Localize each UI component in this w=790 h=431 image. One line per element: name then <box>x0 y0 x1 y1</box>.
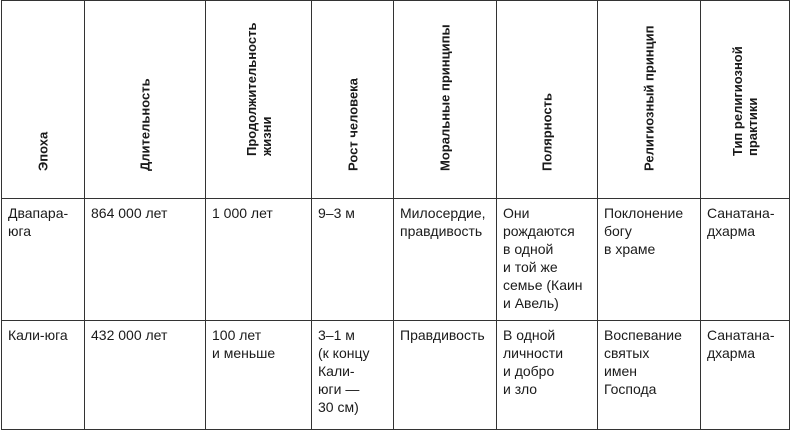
header-religious-principle: Религиозный принцип <box>598 1 701 199</box>
table-row <box>2 321 790 430</box>
cell-height: 9–3 м <box>312 199 394 321</box>
header-practice: Тип религиозной практики <box>701 1 790 199</box>
header-morals: Моральные принципы <box>394 1 497 199</box>
cell-lifespan: 1 000 лет <box>206 199 312 321</box>
cell-duration: 864 000 лет <box>85 199 206 321</box>
cell-practice: Санатана- дхарма <box>701 321 790 430</box>
cell-religious-principle: Поклонение богу в храме <box>598 199 701 321</box>
header-epoch: Эпоха <box>2 1 85 199</box>
header-duration: Длительность <box>85 1 206 199</box>
cell-lifespan: 100 лет и меньше <box>206 321 312 430</box>
header-row <box>2 1 790 199</box>
cell-morals: Правдивость <box>394 321 497 430</box>
header-lifespan: Продолжительность жизни <box>206 1 312 199</box>
cell-epoch: Кали-юга <box>2 321 85 430</box>
cell-height: 3–1 м (к концу Кали- юги — 30 см) <box>312 321 394 430</box>
cell-polarity: В одной личности и добро и зло <box>497 321 598 430</box>
cell-morals: Милосердие, правдивость <box>394 199 497 321</box>
header-height: Рост человека <box>312 1 394 199</box>
cell-duration: 432 000 лет <box>85 321 206 430</box>
cell-epoch: Двапара- юга <box>2 199 85 321</box>
yuga-table <box>1 0 790 430</box>
header-polarity: Полярность <box>497 1 598 199</box>
table-row <box>2 199 790 321</box>
cell-practice: Санатана- дхарма <box>701 199 790 321</box>
cell-polarity: Они рождаются в одной и той же семье (Каин и Авель) <box>497 199 598 321</box>
cell-religious-principle: Воспевание святых имен Господа <box>598 321 701 430</box>
